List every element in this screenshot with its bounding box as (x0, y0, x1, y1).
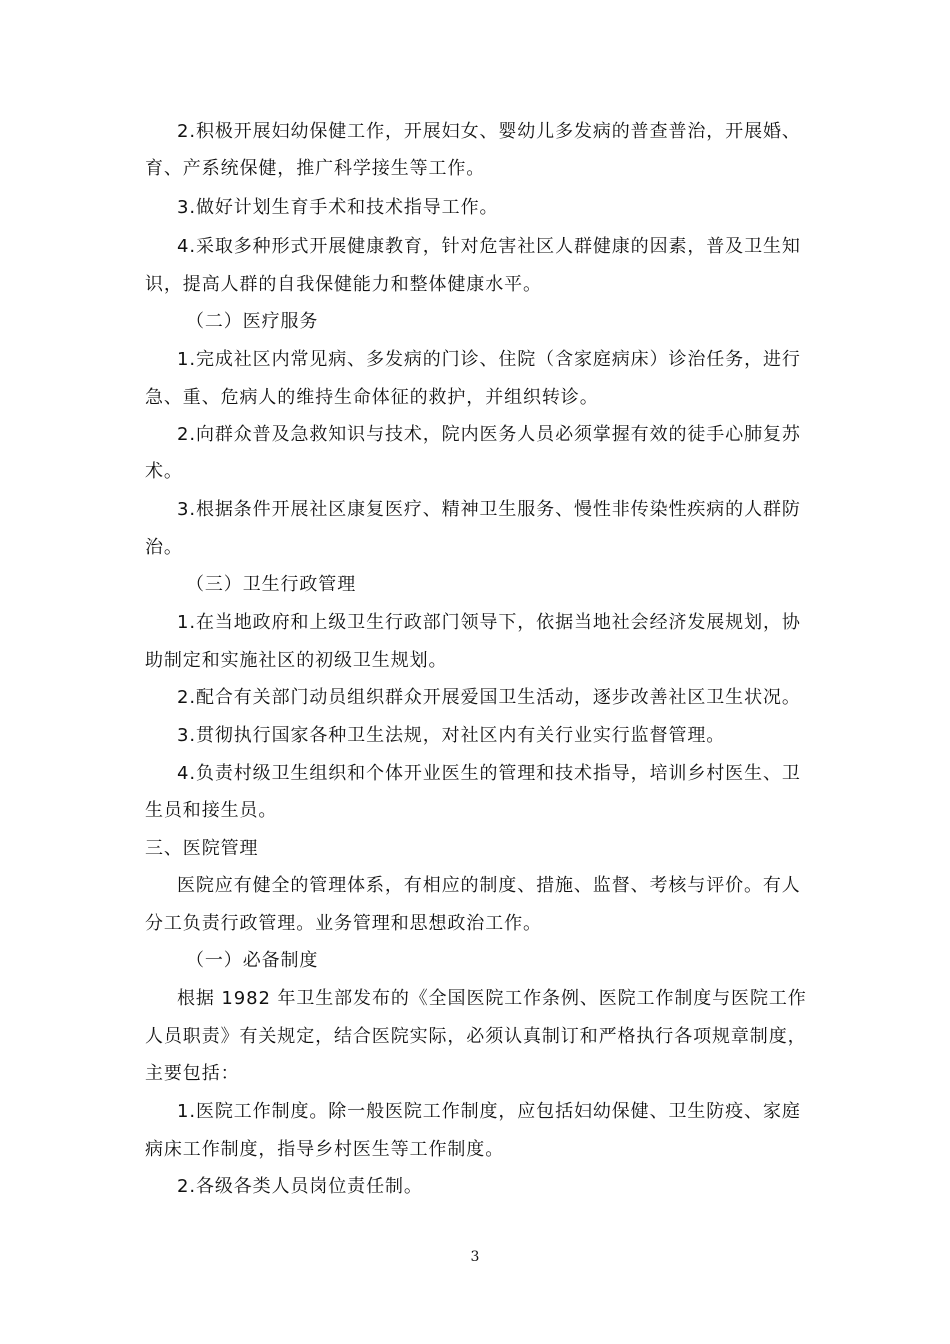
paragraph-line: 2.向群众普及急救知识与技术，院内医务人员必须掌握有效的徒手心肺复苏 (177, 424, 801, 445)
paragraph-line: 1.在当地政府和上级卫生行政部门领导下，依据当地社会经济发展规划，协 (177, 612, 801, 633)
paragraph-line: 3.根据条件开展社区康复医疗、精神卫生服务、慢性非传染性疾病的人群防 (177, 499, 801, 520)
paragraph-line: 分工负责行政管理。业务管理和思想政治工作。 (145, 913, 542, 934)
paragraph-line: 2.配合有关部门动员组织群众开展爱国卫生活动，逐步改善社区卫生状况。 (177, 687, 801, 708)
paragraph-line: 2.积极开展妇幼保健工作，开展妇女、婴幼儿多发病的普查普治，开展婚、 (177, 121, 801, 142)
section-heading: （三）卫生行政管理 (186, 574, 357, 595)
page-number: 3 (470, 1249, 480, 1265)
paragraph-line: 治。 (145, 537, 183, 558)
paragraph-line: 2.各级各类人员岗位责任制。 (177, 1176, 423, 1197)
paragraph-line: 3.做好计划生育手术和技术指导工作。 (177, 197, 499, 218)
paragraph-line: 生员和接生员。 (145, 800, 278, 821)
section-heading: （一）必备制度 (186, 950, 319, 971)
paragraph-line: 1.医院工作制度。除一般医院工作制度，应包括妇幼保健、卫生防疫、家庭 (177, 1101, 801, 1122)
paragraph-line: 根据 1982 年卫生部发布的《全国医院工作条例、医院工作制度与医院工作 (177, 988, 807, 1009)
paragraph-line: 育、产系统保健，推广科学接生等工作。 (145, 158, 486, 179)
section-heading: （二）医疗服务 (186, 311, 319, 332)
paragraph-line: 1.完成社区内常见病、多发病的门诊、住院（含家庭病床）诊治任务，进行 (177, 349, 801, 370)
paragraph-line: 4.采取多种形式开展健康教育，针对危害社区人群健康的因素，普及卫生知 (177, 236, 801, 257)
paragraph-line: 4.负责村级卫生组织和个体开业医生的管理和技术指导，培训乡村医生、卫 (177, 763, 801, 784)
chapter-heading: 三、医院管理 (145, 838, 259, 859)
paragraph-line: 人员职责》有关规定，结合医院实际，必须认真制订和严格执行各项规章制度， (145, 1026, 807, 1047)
paragraph-line: 医院应有健全的管理体系，有相应的制度、措施、监督、考核与评价。有人 (177, 875, 801, 896)
paragraph-line: 识，提高人群的自我保健能力和整体健康水平。 (145, 274, 542, 295)
paragraph-line: 病床工作制度，指导乡村医生等工作制度。 (145, 1139, 505, 1160)
paragraph-line: 术。 (145, 461, 183, 482)
paragraph-line: 主要包括： (145, 1063, 240, 1084)
paragraph-line: 急、重、危病人的维持生命体征的救护，并组织转诊。 (145, 387, 599, 408)
paragraph-line: 助制定和实施社区的初级卫生规划。 (145, 650, 448, 671)
paragraph-line: 3.贯彻执行国家各种卫生法规，对社区内有关行业实行监督管理。 (177, 725, 726, 746)
